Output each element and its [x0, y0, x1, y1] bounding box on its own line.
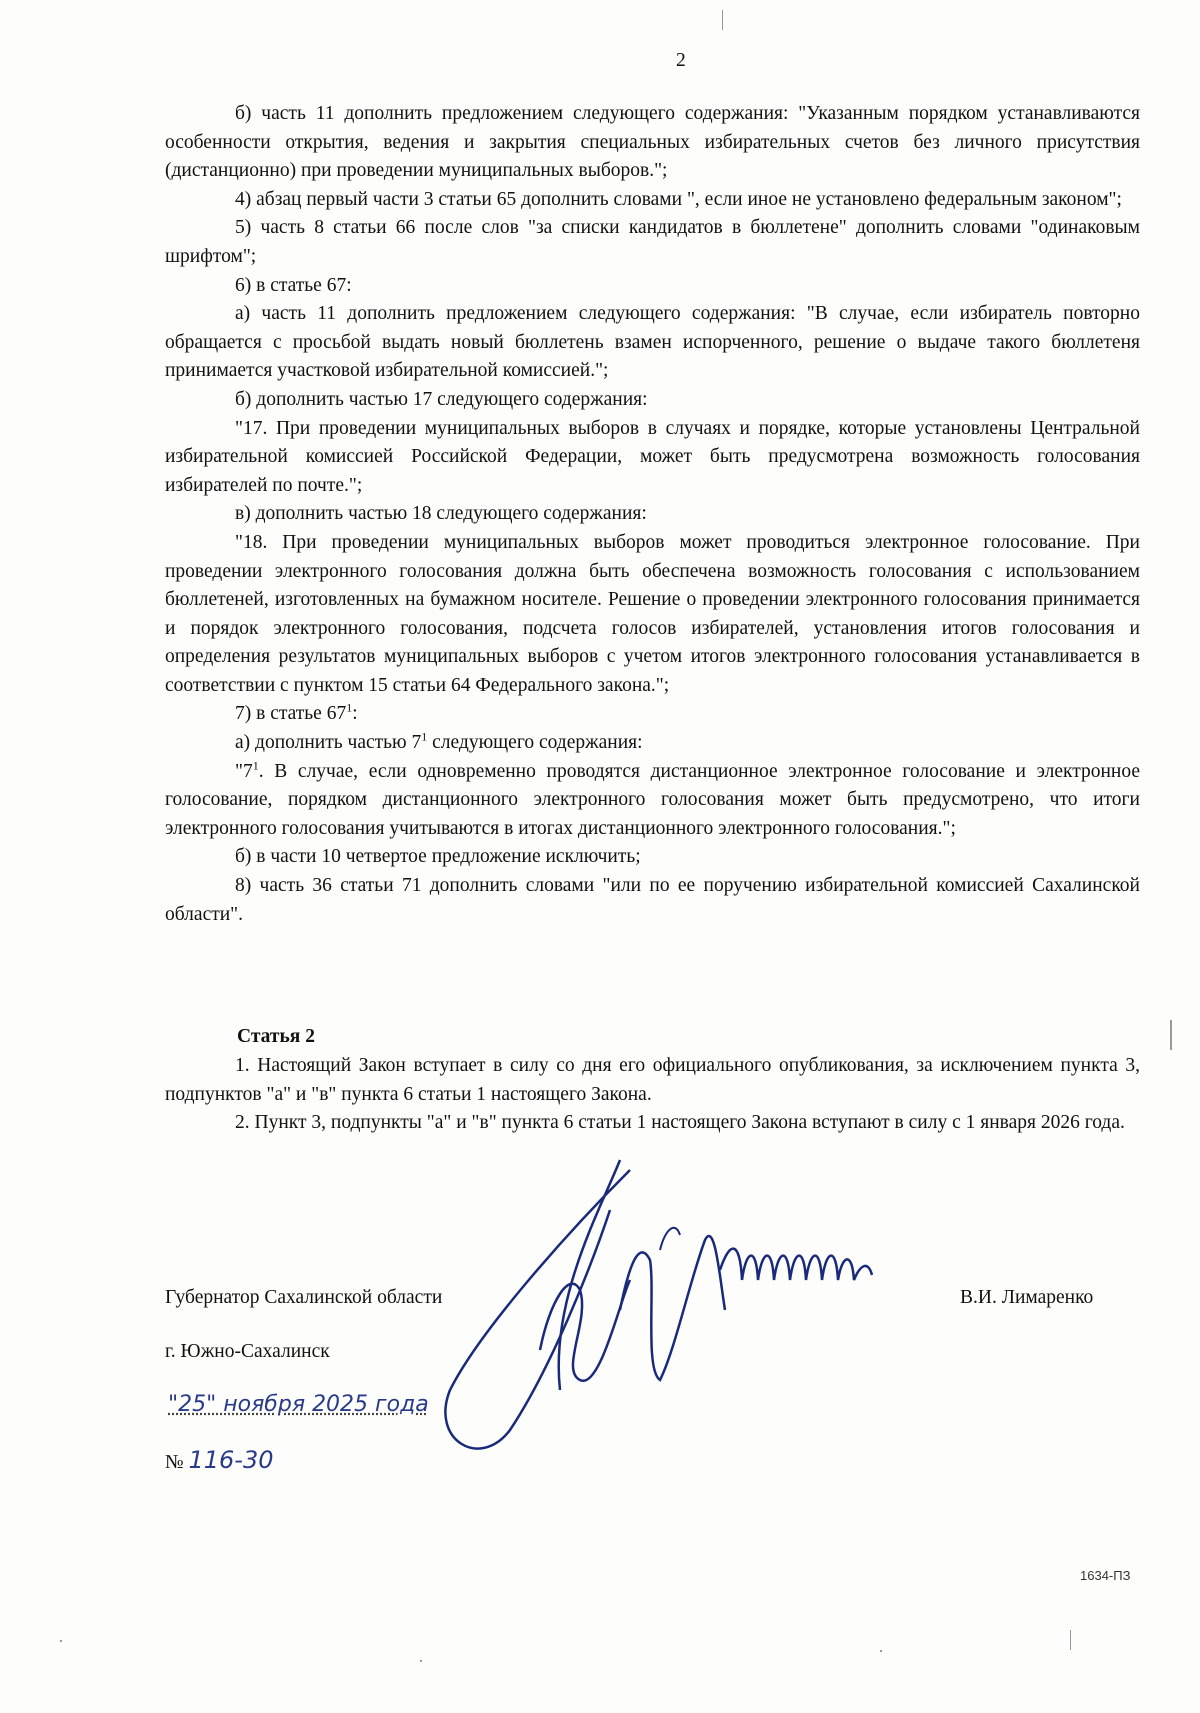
paragraph	[165, 729, 1140, 758]
superscript: 1	[252, 758, 259, 773]
superscript: 1	[346, 700, 353, 715]
handwritten-date: "25" ноября 2025 года	[168, 1392, 429, 1417]
paragraph-text: 4) абзац первый части 3 статьи 65 дополнить словами ", если иное не установлено федеральным законом";	[235, 188, 1122, 210]
paragraph	[165, 500, 1140, 529]
article-heading: Статья 2	[237, 1026, 315, 1047]
paragraph-text: "18. При проведении муниципальных выборов может проводиться электронное голосование. При проведении электронного голосования должна быть обеспечена возможность голосования с использованием бюллетеней, изготовленных на бумажном носителе. Решение о проведении электронного голосования принимается и порядок электронного голосования, подсчета голосов избирателей, установления итогов голосования и определения результатов муниципальных выборов с учетом итогов электронного голосования устанавливается в соответствии с пунктом 15 статьи 64 Федерального закона.";	[165, 531, 1140, 696]
paragraph-tail: :	[352, 703, 358, 725]
paragraph	[165, 186, 1140, 215]
paragraph-text: 7) в статье 67	[235, 703, 347, 725]
document-body	[165, 100, 1140, 929]
paragraph-text: б) часть 11 дополнить предложением следующего содержания: "Указанным порядком устанавливаются особенности открытия, ведения и закрытия специальных избирательных счетов без личного присутствия (дистанционно) при проведении муниципальных выборов.";	[165, 103, 1140, 182]
paragraph	[165, 214, 1140, 271]
number-sign: №	[165, 1452, 184, 1473]
article-item: 1. Настоящий Закон вступает в силу со дня его официального опубликования, за исключением пункта 3, подпунктов "а" и "в" пункта 6 статьи 1 настоящего Закона.	[165, 1055, 1140, 1105]
paragraph	[165, 872, 1140, 929]
superscript: 1	[421, 729, 428, 744]
paragraph-text: а) дополнить частью 7	[235, 732, 422, 754]
paragraph	[165, 100, 1140, 186]
paragraph-text: 5) часть 8 статьи 66 после слов "за списки кандидатов в бюллетене" дополнить словами "одинаковым шрифтом";	[165, 217, 1140, 267]
document-code: 1634-ПЗ	[1080, 1568, 1131, 1583]
paragraph	[165, 758, 1140, 844]
handwritten-number: 116-30	[188, 1446, 274, 1474]
handwritten-signature	[420, 1150, 980, 1480]
paragraph-text: 6) в статье 67:	[235, 274, 352, 296]
paragraph-tail: . В случае, если одновременно проводятся дистанционное электронное голосование и электронное голосование, порядком дистанционного электронного голосования может быть предусмотрено, что итоги электронного голосования учитываются в итогах дистанционного электронного голосования.";	[165, 760, 1140, 839]
paragraph	[165, 415, 1140, 501]
paragraph-text: в) дополнить частью 18 следующего содержания:	[235, 503, 647, 525]
article-body	[165, 1052, 1140, 1138]
law-number	[165, 1446, 274, 1474]
paragraph	[165, 272, 1140, 301]
paragraph-text: а) часть 11 дополнить предложением следующего содержания: "В случае, если избиратель повторно обращается с просьбой выдать новый бюллетень взамен испорченного, решение о выдаче такого бюллетеня принимается участковой избирательной комиссией.";	[165, 303, 1140, 382]
paragraph	[165, 700, 1140, 729]
signer-position: Губернатор Сахалинской области	[165, 1287, 443, 1308]
page-number: 2	[676, 50, 686, 71]
paragraph-tail: следующего содержания:	[427, 732, 643, 754]
paragraph-text: б) в части 10 четвертое предложение исключить;	[235, 846, 641, 868]
paragraph-text: "17. При проведении муниципальных выборов в случаях и порядке, которые установлены Центральной избирательной комиссией Российской Федерации, может быть предусмотрена возможность голосования избирателей по почте.";	[165, 417, 1140, 496]
article-item: 2. Пункт 3, подпункты "а" и "в" пункта 6 статьи 1 настоящего Закона вступают в силу с 1 января 2026 года.	[235, 1112, 1125, 1134]
paragraph	[165, 843, 1140, 872]
signer-name: В.И. Лимаренко	[960, 1287, 1094, 1308]
paragraph	[165, 529, 1140, 701]
paragraph-text: б) дополнить частью 17 следующего содержания:	[235, 388, 648, 410]
paragraph	[165, 386, 1140, 415]
paragraph-text: "7	[235, 760, 253, 782]
city: г. Южно-Сахалинск	[165, 1341, 330, 1362]
paragraph-text: 8) часть 36 статьи 71 дополнить словами "или по ее поручению избирательной комиссией Сахалинской области".	[165, 875, 1140, 925]
paragraph	[165, 300, 1140, 386]
